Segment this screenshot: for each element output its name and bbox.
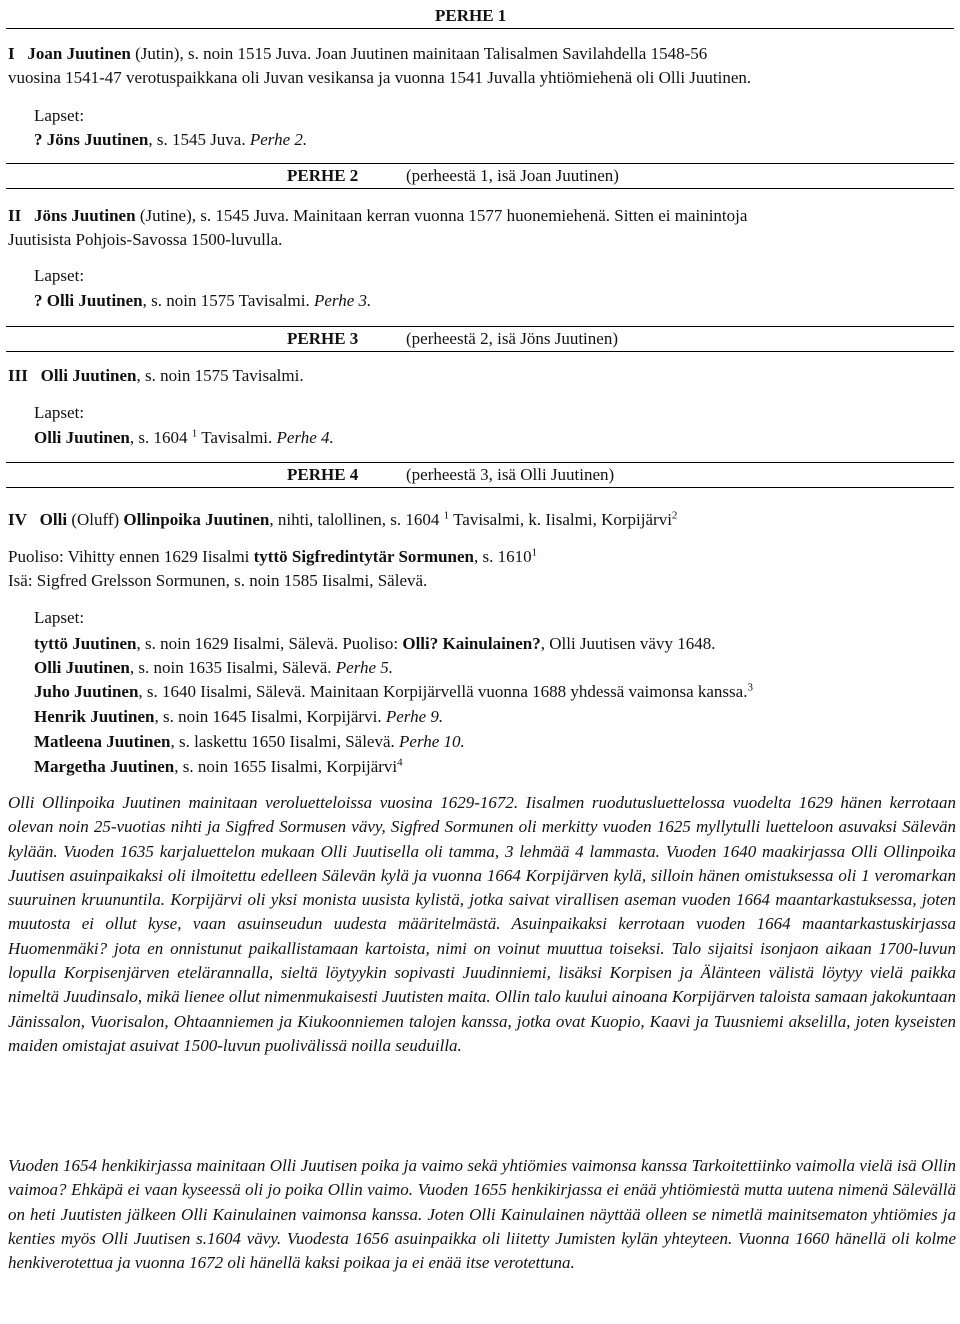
child-entry: ? Jöns Juutinen, s. 1545 Juva. Perhe 2. bbox=[34, 130, 308, 149]
generation-number: IV bbox=[8, 510, 27, 529]
family-reference: Perhe 3. bbox=[313, 291, 372, 310]
child-name: tyttö Juutinen bbox=[34, 634, 137, 653]
family-1-title: PERHE 1 bbox=[435, 6, 507, 25]
family-1-person bbox=[8, 42, 707, 66]
family-3-person bbox=[8, 364, 304, 388]
child-entry: Matleena Juutinen, s. laskettu 1650 Iisalmi, Sälevä. Perhe 10. bbox=[34, 732, 465, 751]
child-name: Olli Juutinen bbox=[46, 291, 143, 310]
family-4-title: PERHE 4 bbox=[287, 465, 359, 484]
spouse-father-line: Isä: Sigfred Grelsson Sormunen, s. noin 1585 Iisalmi, Sälevä. bbox=[8, 571, 428, 590]
family-reference: Perhe 5. bbox=[335, 658, 394, 677]
person-details: (Jutine), s. 1545 Juva. Mainitaan kerran vuonna 1577 huonemiehenä. Sitten ei mainintoja bbox=[139, 206, 748, 225]
family-reference: Perhe 10. bbox=[399, 732, 465, 751]
family-reference: Perhe 9. bbox=[385, 707, 444, 726]
child-name: Olli Juutinen bbox=[34, 428, 130, 447]
family-2-person bbox=[8, 204, 747, 228]
child-name: Matleena Juutinen bbox=[34, 732, 171, 751]
children-label: Lapset: bbox=[34, 266, 85, 285]
narrative-paragraph-1: Olli Ollinpoika Juutinen mainitaan veroluetteloissa vuosina 1629-1672. Iisalmen ruodutusluettelossa vuodelta 1629 hänen kerrotaan olevan noin 25-vuotias nihti ja Sigfred Sormusen vävy, Sigfred Sormunen oli merkitty vuoden 1625 myllytulli luetteloon asuvaksi Sälevän kylään. Vuoden 1635 karjaluettelon mukaan Olli Juutisella oli tamma, 3 lehmää 4 lammasta. Vuoden 1640 maakirjassa Olli Ollinpoika Juutisen asuinpaikaksi oli ilmoitettu edelleen Sälevän kylä ja vuonna 1664 Korpijärven kylä, silloin hänen omistuksessa oli 1 veromarkan suuruinen kruununtila. Korpijärvi oli yksi monista uusista kylistä, jotka saivat virallisen aseman vuoden 1664 maantarkastuksessa, joten muutosta ei ollut kyse, vaan asuinseudun uudesta määritelmästä. Asuinpaikaksi kerrotaan vuoden 1664 maantarkastuskirjassa Huomenmäki? jota en onnistunut paikallistamaan kartoista, nimi on voinut muuttua toiseksi. Talo sijaitsi isonjaon aikaan 1700-luvun lopulla Korpisenjärven etelärannalla, sieltä löytyykin sopivasti Juudinniemi, lisäksi Korpisen ja Älänteen välistä löytyy vielä paikka nimeltä Juudinsalo, mikä lienee ollut nimenmukaisesti Juutisten maita. Ollin talo kuului ainoana Korpijärven taloista samaan jakokuntaan Jänissalon, Vuorisalon, Ohtaanniemen ja Kiukoonniemen talojen kanssa, jotka ovat Kuopio, Kaavi ja Tuusniemi akselilla, joten kyseisten maiden omistajat asuivat 1500-luvun puolivälissä noilla seuduilla. bbox=[8, 793, 956, 1055]
family-reference: Perhe 2. bbox=[249, 130, 308, 149]
child-name: Juho Juutinen bbox=[34, 682, 139, 701]
family-1-header bbox=[6, 4, 954, 29]
person-name: Olli Juutinen bbox=[40, 366, 137, 385]
children-label: Lapset: bbox=[34, 608, 85, 627]
child-entry: Olli Juutinen, s. noin 1635 Iisalmi, Sälevä. Perhe 5. bbox=[34, 658, 394, 677]
child-entry: tyttö Juutinen, s. noin 1629 Iisalmi, Sälevä. Puoliso: Olli? Kainulainen?, Olli Juutisen vävy 1648. bbox=[34, 634, 716, 653]
family-3-header bbox=[6, 326, 954, 352]
family-2-origin: (perheestä 1, isä Joan Juutinen) bbox=[406, 166, 619, 185]
person-first-name: Olli bbox=[39, 510, 68, 529]
family-2-title: PERHE 2 bbox=[287, 166, 359, 185]
family-2-person-cont: Juutisista Pohjois-Savossa 1500-luvulla. bbox=[8, 230, 283, 249]
family-reference: Perhe 4. bbox=[276, 428, 334, 447]
child-entry: ? Olli Juutinen, s. noin 1575 Tavisalmi. Perhe 3. bbox=[34, 291, 372, 310]
spouse-line: Puoliso: Vihitty ennen 1629 Iisalmi tyttö Sigfredintytär Sormunen, s. 1610$^1$ bbox=[8, 546, 538, 566]
generation-number: II bbox=[8, 206, 22, 225]
child-name: Jöns Juutinen bbox=[46, 130, 149, 149]
children-label: Lapset: bbox=[34, 403, 85, 422]
child-entry: Juho Juutinen, s. 1640 Iisalmi, Sälevä. Mainitaan Korpijärvellä vuonna 1688 yhdessä vaimonsa kanssa.$^3$ bbox=[34, 681, 753, 701]
family-4-header bbox=[6, 462, 954, 488]
generation-number: I bbox=[8, 44, 15, 63]
family-2-header bbox=[6, 163, 954, 189]
person-details: , s. noin 1575 Tavisalmi. bbox=[136, 366, 304, 385]
family-3-title: PERHE 3 bbox=[287, 329, 359, 348]
child-name: Henrik Juutinen bbox=[34, 707, 155, 726]
person-name: Jöns Juutinen bbox=[33, 206, 136, 225]
child-entry: Margetha Juutinen, s. noin 1655 Iisalmi, Korpijärvi$^4$ bbox=[34, 756, 403, 776]
family-3-origin: (perheestä 2, isä Jöns Juutinen) bbox=[406, 329, 618, 348]
child-name: Margetha Juutinen bbox=[34, 757, 175, 776]
generation-number: III bbox=[8, 366, 28, 385]
family-4-person: IV Olli (Oluff) Ollinpoika Juutinen, nihti, talollinen, s. 1604 $^1$ Tavisalmi, k. Iisalmi, Korpijärvi$^2$ bbox=[8, 509, 678, 529]
person-name: Joan Juutinen bbox=[27, 44, 131, 63]
family-4-origin: (perheestä 3, isä Olli Juutinen) bbox=[406, 465, 615, 484]
person-name: Ollinpoika Juutinen bbox=[123, 510, 270, 529]
family-1-person-cont: vuosina 1541-47 verotuspaikkana oli Juvan vesikansa ja vuonna 1541 Juvalla yhtiömiehenä oli Olli Juutinen. bbox=[8, 68, 752, 87]
narrative-paragraph-2: Vuoden 1654 henkikirjassa mainitaan Olli Juutisen poika ja vaimo sekä yhtiömies vaimonsa kanssa Tarkoitettiinko vaimolla vielä isä Ollin vaimoa? Ehkäpä ei vaan kyseessä oli jo poika Ollin vaimo. Vuoden 1655 henkikirjassa ei enää yhtiömiestä mutta uutena nimenä Sälevällä on heti Juutisten jälkeen Olli Kainulainen vaimonsa kanssa. Joten Olli Kainulainen näyttää olleen se nimetlä mainitsematon yhtiömies ja kenties myös Olli Juutisen s.1604 vävy. Vuodesta 1656 asuinpaikka oli liitetty Jumisten kylän yhteyteen. Vuonna 1660 hänellä oli kolme henkiverotettua ja vuonna 1672 oli hänellä kaksi poikaa ja ei enää itse verotettuna. bbox=[8, 1156, 956, 1273]
spouse-name: tyttö Sigfredintytär Sormunen bbox=[253, 547, 475, 566]
children-label: Lapset: bbox=[34, 106, 85, 125]
child-entry: Henrik Juutinen, s. noin 1645 Iisalmi, Korpijärvi. Perhe 9. bbox=[34, 707, 444, 726]
child-name: Olli Juutinen bbox=[34, 658, 130, 677]
child-entry: Olli Juutinen, s. 1604 $^1$ Tavisalmi. Perhe 4. bbox=[34, 427, 334, 447]
person-details: (Jutin), s. noin 1515 Juva. Joan Juutinen mainitaan Talisalmen Savilahdella 1548-56 bbox=[135, 44, 708, 63]
